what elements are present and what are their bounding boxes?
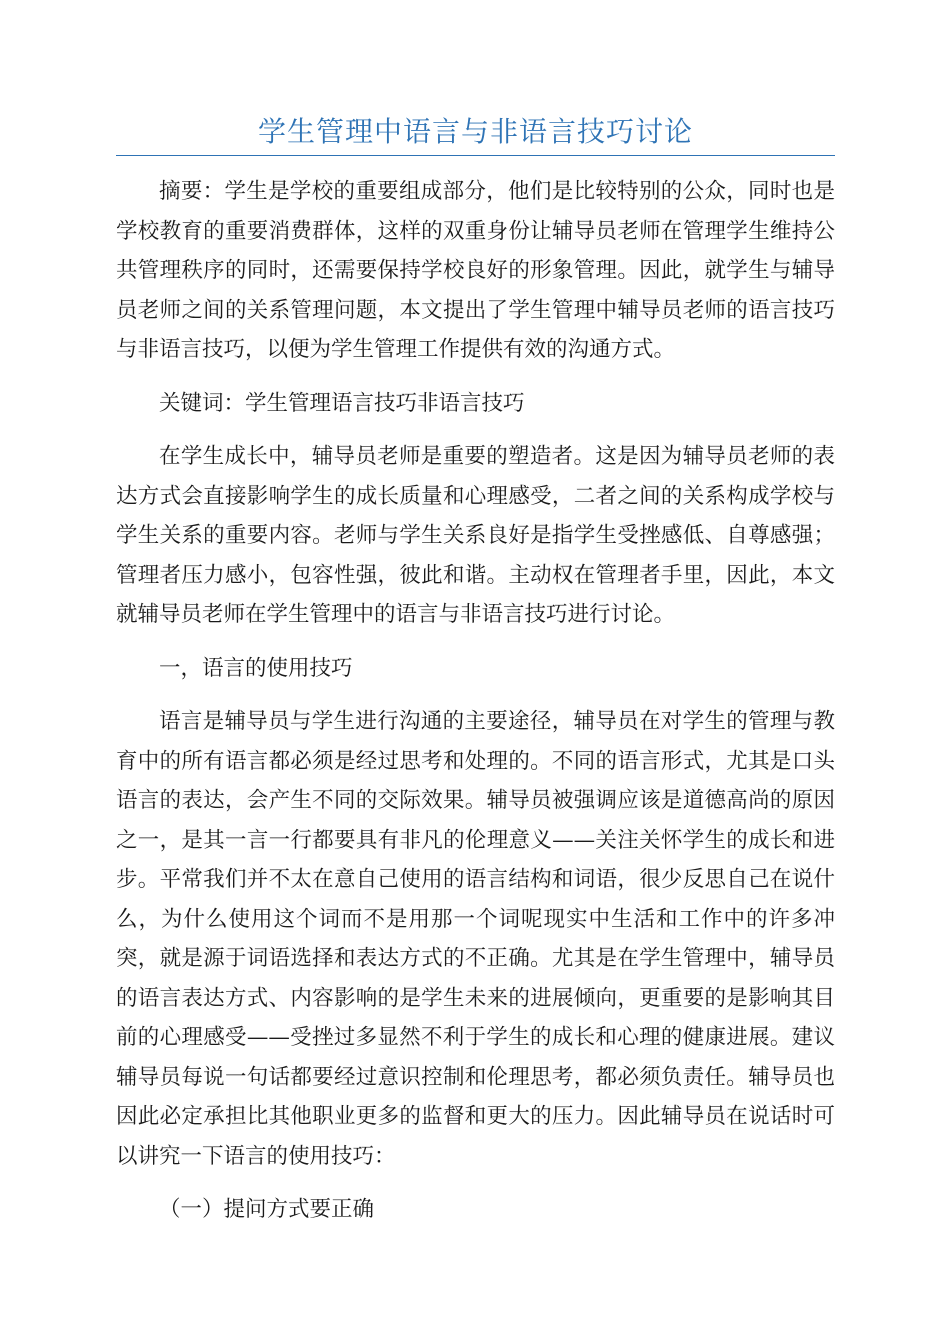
intro-paragraph: 在学生成长中，辅导员老师是重要的塑造者。这是因为辅导员老师的表达方式会直接影响学生的成长质量和心理感受，二者之间的关系构成学校与学生关系的重要内容。老师与学生关系良好是指学生受挫感低、自尊感强；管理者压力感小，包容性强，彼此和谐。主动权在管理者手里，因此，本文就辅导员老师在学生管理中的语言与非语言技巧进行讨论。 <box>116 444 835 627</box>
document-title: 学生管理中语言与非语言技巧讨论 <box>257 115 693 148</box>
section-body-paragraph: 语言是辅导员与学生进行沟通的主要途径，辅导员在对学生的管理与教育中的所有语言都必须是经过思考和处理的。不同的语言形式，尤其是口头语言的表达，会产生不同的交际效果。辅导员被强调应该是道德高尚的原因之一，是其一言一行都要具有非凡的伦理意义——关注关怀学生的成长和进步。平常我们并不太在意自己使用的语言结构和词语，很少反思自己在说什么，为什么使用这个词而不是用那一个词呢现实中生活和工作中的许多冲突，就是源于词语选择和表达方式的不正确。尤其是在学生管理中，辅导员的语言表达方式、内容影响的是学生未来的进展倾向，更重要的是影响其目前的心理感受——受挫过多显然不利于学生的成长和心理的健康进展。建议辅导员每说一句话都要经过意识控制和伦理思考，都必须负责任。辅导员也因此必定承担比其他职业更多的监督和更大的压力。因此辅导员在说话时可以讲究一下语言的使用技巧： <box>116 709 835 1169</box>
abstract-paragraph: 摘要：学生是学校的重要组成部分，他们是比较特别的公众，同时也是学校教育的重要消费群体，这样的双重身份让辅导员老师在管理学生维持公共管理秩序的同时，还需要保持学校良好的形象管理。因此，就学生与辅导员老师之间的关系管理问题，本文提出了学生管理中辅导员老师的语言技巧与非语言技巧，以便为学生管理工作提供有效的沟通方式。 <box>116 179 835 362</box>
title-underline-rule <box>116 155 835 156</box>
subsection-heading: （一）提问方式要正确 <box>159 1197 375 1222</box>
section-heading: 一，语言的使用技巧 <box>159 655 353 681</box>
keywords-paragraph: 关键词：学生管理语言技巧非语言技巧 <box>159 390 525 416</box>
document-body <box>116 172 835 1244</box>
